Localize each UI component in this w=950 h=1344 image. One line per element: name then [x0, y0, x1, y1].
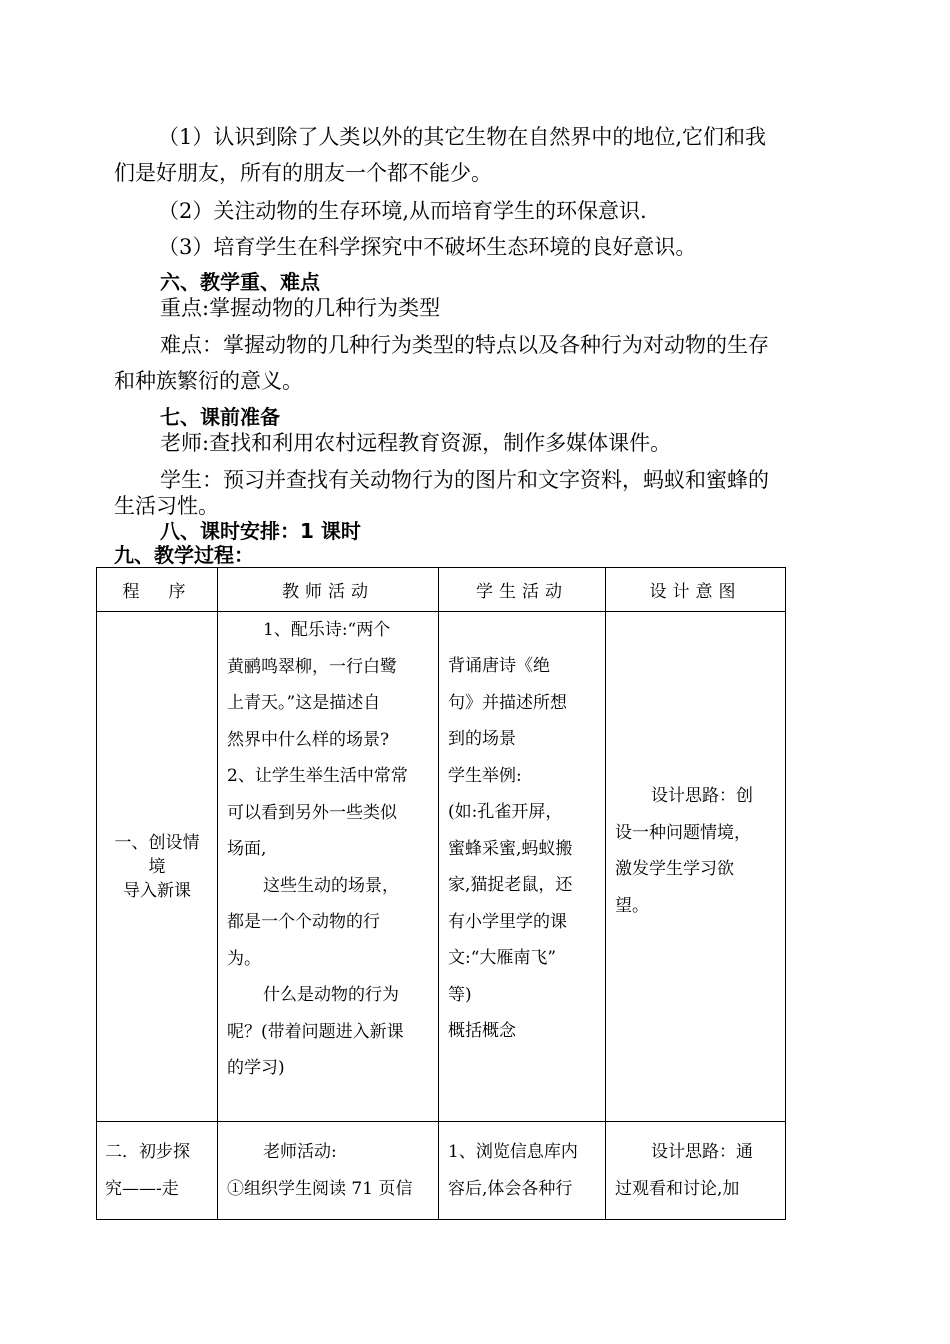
text-line: 这些生动的场景， — [263, 875, 399, 896]
text-line: ①组织学生阅读 71 页信 — [227, 1178, 413, 1199]
text-line: 等) — [448, 984, 472, 1005]
table-row — [97, 612, 786, 1122]
student-preparation-line-1: 学生：预习并查找有关动物行为的图片和文字资料，蚂蚁和蜜蜂的 — [160, 468, 769, 492]
text-line: 的学习) — [227, 1058, 285, 1078]
stage-label-line: 导入新课 — [123, 880, 191, 901]
text-line: 设计思路：创 — [651, 786, 753, 806]
text-line: 句》并描述所想 — [448, 692, 567, 713]
stage-label — [97, 831, 217, 903]
text-line: 学生举例: — [448, 765, 522, 786]
text-line: 望。 — [615, 895, 649, 916]
header-teacher-activity: 教师活动 — [218, 568, 439, 612]
header-student-activity: 学生活动 — [439, 568, 606, 612]
stage-cell — [97, 1122, 218, 1220]
text-line: 黄鹂鸣翠柳，一行白鹭 — [227, 656, 397, 677]
text-line: 然界中什么样的场景? — [227, 729, 390, 750]
objective-3: （3）培育学生在科学探究中不破坏生态环境的良好意识。 — [158, 235, 697, 259]
text-line: 都是一个个动物的行 — [227, 912, 380, 932]
lesson-process-table — [96, 567, 786, 1220]
objective-2: （2）关注动物的生存环境,从而培育学生的环保意识. — [158, 199, 647, 223]
section-8-heading: 八、课时安排：1 课时 — [160, 519, 361, 543]
section-7-heading: 七、课前准备 — [160, 405, 280, 429]
difficulty-line-2: 和种族繁衍的意义。 — [114, 369, 303, 393]
header-stage: 程 序 — [97, 568, 218, 612]
text-line: 设计思路：通 — [651, 1142, 753, 1162]
text-line: 1、浏览信息库内 — [448, 1142, 578, 1162]
text-line: 呢？(带着问题进入新课 — [227, 1021, 404, 1042]
design-intent-cell — [606, 1122, 786, 1220]
text-line: 容后,体会各种行 — [448, 1178, 573, 1199]
key-point: 重点:掌握动物的几种行为类型 — [160, 296, 441, 320]
text-line: 二．初步探 — [105, 1142, 190, 1162]
difficulty-line-1: 难点：掌握动物的几种行为类型的特点以及各种行为对动物的生存 — [160, 333, 769, 357]
student-preparation-line-2: 生活习性。 — [114, 494, 219, 518]
text-line: 文:“大雁南飞” — [448, 948, 557, 968]
stage-cell — [97, 612, 218, 1122]
stage-label-line: 境 — [148, 856, 166, 877]
table-row — [97, 1122, 786, 1220]
text-line: 老师活动: — [263, 1142, 337, 1162]
student-activity-cell — [439, 612, 606, 1122]
teacher-activity-cell — [218, 612, 439, 1122]
text-line: 概括概念 — [448, 1021, 516, 1041]
table-header-row — [97, 568, 786, 612]
text-line: 2、让学生举生活中常常 — [227, 766, 408, 786]
text-line: 设一种问题情境， — [615, 822, 751, 843]
text-line: 场面, — [227, 839, 267, 859]
text-line: 激发学生学习欲 — [615, 859, 734, 879]
text-line: 家,猫捉老鼠，还 — [448, 875, 573, 895]
text-line: 背诵唐诗《绝 — [448, 656, 550, 676]
text-line: 蜜蜂采蜜,蚂蚁搬 — [448, 838, 573, 859]
text-line: (如:孔雀开屏， — [448, 802, 563, 822]
header-design-intent: 设计意图 — [606, 568, 786, 612]
teacher-activity-cell — [218, 1122, 439, 1220]
text-line: 为。 — [227, 948, 261, 969]
text-line: 有小学里学的课 — [448, 911, 567, 932]
stage-label-line: 一、创设情 — [114, 832, 200, 853]
text-line: 过观看和讨论,加 — [615, 1178, 740, 1199]
section-9-heading: 九、教学过程： — [114, 543, 254, 567]
objective-1-line-2: 们是好朋友，所有的朋友一个都不能少。 — [114, 161, 492, 185]
text-line: 什么是动物的行为 — [263, 985, 399, 1005]
text-line: 到的场景 — [448, 729, 516, 749]
student-activity-cell — [439, 1122, 606, 1220]
design-intent-cell — [606, 612, 786, 1122]
text-line: 1、配乐诗:“两个 — [263, 620, 391, 640]
text-line: 上青天。”这是描述自 — [227, 693, 381, 713]
text-line: 可以看到另外一些类似 — [227, 802, 397, 823]
objective-1-line-1: （1）认识到除了人类以外的其它生物在自然界中的地位,它们和我 — [158, 125, 767, 149]
text-line: 究——-走 — [105, 1178, 179, 1199]
teacher-preparation: 老师:查找和利用农村远程教育资源，制作多媒体课件。 — [160, 431, 672, 455]
section-6-heading: 六、教学重、难点 — [160, 270, 320, 294]
